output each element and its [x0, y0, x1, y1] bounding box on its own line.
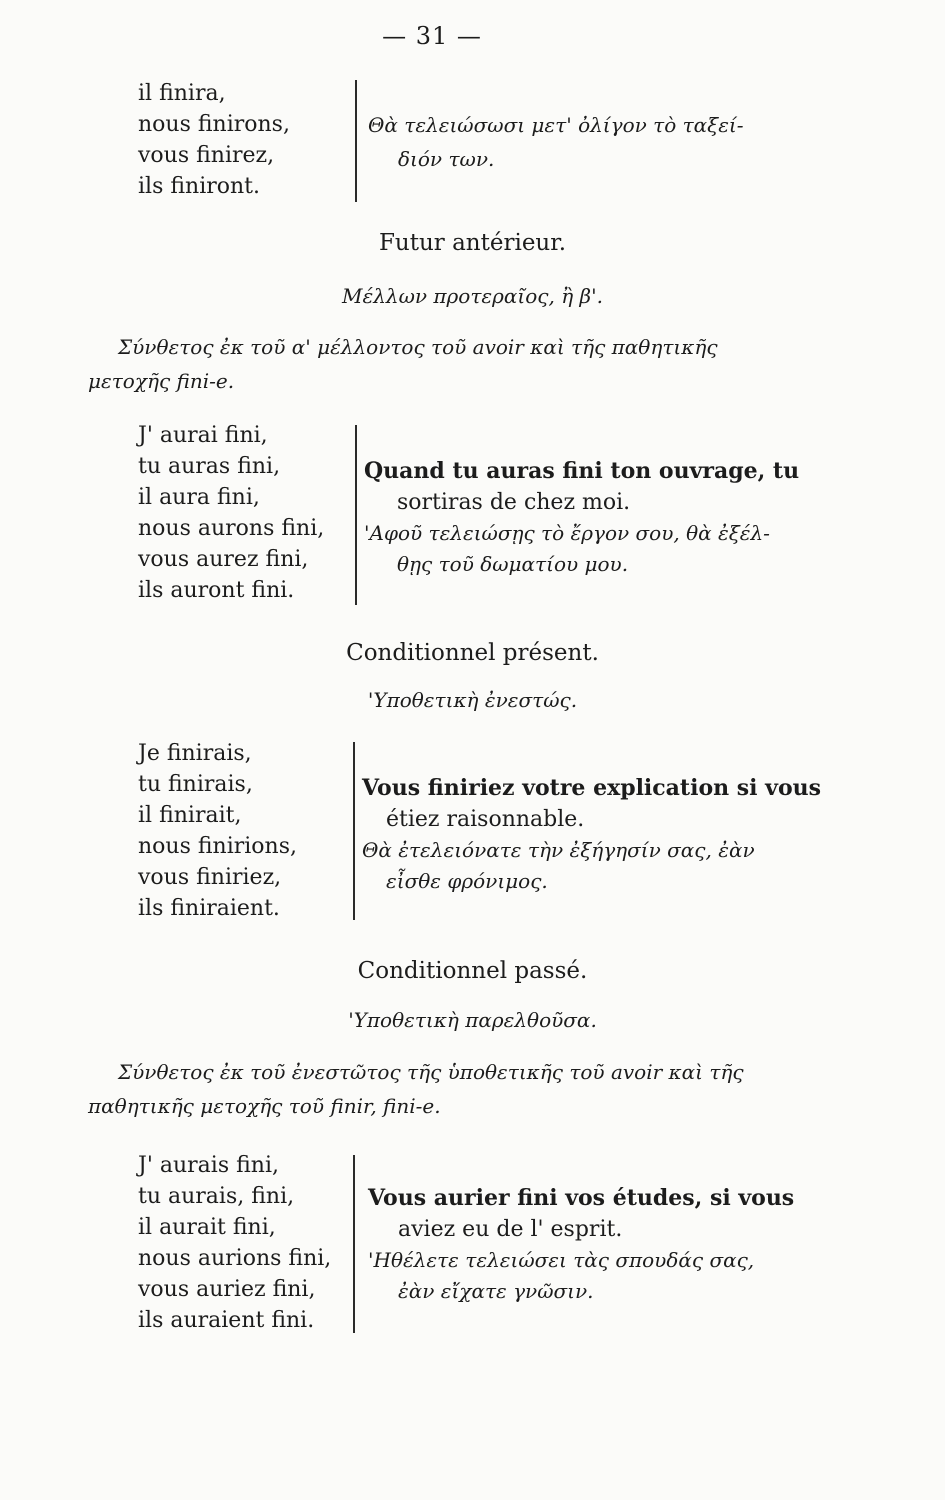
section-heading-conditionnel-present: Conditionnel présent. [346, 640, 599, 666]
description-line: Σύνθετος ἐκ τοῦ ἐνεστῶτος τῆς ὑποθετικῆς τοῦ avoir καὶ τῆς [118, 1060, 744, 1084]
example-line: Vous finiriez votre explication si vous [362, 775, 822, 801]
example-line: θῃς τοῦ δωματίου μου. [397, 552, 629, 576]
column-divider [353, 1155, 355, 1333]
example-line: 'Ηθέλετε τελειώσει τὰς σπουδάς σας, [368, 1248, 755, 1272]
conjugation-line: ils auront fini. [138, 578, 295, 603]
example-line: διόν των. [398, 147, 495, 171]
conjugation-conditionnel-passe [138, 1150, 331, 1336]
example-line: Vous aurier fini vos études, si vous [368, 1185, 795, 1211]
conjugation-line: nous aurons fini, [138, 516, 325, 541]
example-line: Quand tu auras fini ton ouvrage, tu [364, 458, 800, 484]
section-heading-conditionnel-passe: Conditionnel passé. [357, 958, 588, 984]
page-number: — 31 — [382, 22, 482, 50]
section-heading-futur-anterieur: Futur antérieur. [378, 230, 567, 256]
example-line: Θὰ τελειώσωσι μετ' ὀλίγον τὸ ταξεί- [368, 113, 744, 137]
conjugation-line: ils finiront. [138, 174, 260, 199]
column-divider [355, 80, 357, 202]
description-line: μετοχῆς fini-e. [88, 369, 235, 393]
example-line: aviez eu de l' esprit. [398, 1217, 623, 1242]
conjugation-line: ils finiraient. [138, 896, 280, 921]
conjugation-line: Je finirais, [138, 741, 252, 766]
example-line: ἐὰν εἴχατε γνῶσιν. [398, 1279, 594, 1303]
conjugation-line: il aurait fini, [138, 1215, 276, 1240]
conjugation-line: J' aurai fini, [138, 423, 268, 448]
example-conditionnel-present [362, 773, 821, 897]
example-greek [368, 108, 744, 176]
conjugation-line: ils auraient fini. [138, 1308, 315, 1333]
description-line: παθητικῆς μετοχῆς τοῦ finir, fini-e. [88, 1094, 441, 1118]
conjugation-line: J' aurais fini, [138, 1153, 279, 1178]
conjugation-line: tu aurais, fini, [138, 1184, 295, 1209]
conjugation-line: vous aurez fini, [138, 547, 309, 572]
example-line: étiez raisonnable. [386, 807, 585, 832]
greek-heading-conditionnel-present: 'Υποθετικὴ ἐνεστώς. [367, 688, 578, 712]
description-futur-anterieur [88, 330, 718, 398]
conjugation-line: vous finiriez, [138, 865, 282, 890]
conjugation-line: il finirait, [138, 803, 242, 828]
example-futur-anterieur [364, 456, 799, 580]
conjugation-line: vous finirez, [138, 143, 275, 168]
description-line: Σύνθετος ἐκ τοῦ α' μέλλοντος τοῦ avoir καὶ τῆς παθητικῆς [118, 335, 718, 359]
conjugation-line: il finira, [138, 81, 226, 106]
example-line: 'Αφοῦ τελειώσῃς τὸ ἔργον σου, θὰ ἐξέλ- [364, 521, 770, 545]
conjugation-futur-simple-end [138, 78, 290, 202]
conjugation-line: tu auras fini, [138, 454, 281, 479]
greek-heading-futur-anterieur: Μέλλων προτεραῖος, ἢ β'. [342, 284, 603, 308]
conjugation-line: tu finirais, [138, 772, 253, 797]
example-line: εἶσθε φρόνιμος. [386, 869, 548, 893]
column-divider [353, 742, 355, 920]
conjugation-futur-anterieur [138, 420, 324, 606]
example-line: sortiras de chez moi. [397, 490, 631, 515]
greek-heading-conditionnel-passe: 'Υποθετικὴ παρελθοῦσα. [348, 1008, 597, 1032]
conjugation-line: nous finirons, [138, 112, 290, 137]
example-conditionnel-passe [368, 1183, 794, 1307]
conjugation-line: il aura fini, [138, 485, 260, 510]
description-conditionnel-passe [88, 1055, 744, 1123]
column-divider [355, 425, 357, 605]
conjugation-line: vous auriez fini, [138, 1277, 316, 1302]
example-line: Θὰ ἐτελειόνατε τὴν ἐξήγησίν σας, ἐὰν [362, 838, 755, 862]
conjugation-line: nous finirions, [138, 834, 297, 859]
conjugation-line: nous aurions fini, [138, 1246, 332, 1271]
conjugation-conditionnel-present [138, 738, 297, 924]
